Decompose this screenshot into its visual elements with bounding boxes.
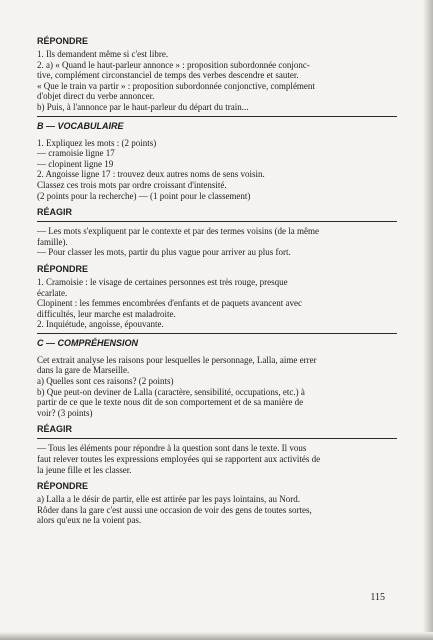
text-line: faut relever toutes les expressions employées qui se rapportent aux activités de xyxy=(37,454,321,465)
page-number: 115 xyxy=(370,592,385,603)
text-line: 2. a) « Quand le haut-parleur annonce » : proposition subordonnée conjonc- xyxy=(37,59,310,70)
text-line: alors qu'eux ne la voient pas. xyxy=(37,515,142,526)
text-line: famille). xyxy=(37,236,68,247)
text-line: 2. Angoisse ligne 17 : trouvez deux autres noms de sens voisin. xyxy=(37,169,265,180)
page-bottom-shadow xyxy=(0,632,433,640)
text-line: 1. Cramoisie : le visage de certaines personnes est très rouge, presque xyxy=(37,276,288,287)
text-line: difficultés, leur marche est maladroite. xyxy=(37,308,176,319)
section-divider xyxy=(37,438,397,439)
text-line: tive, complément circonstanciel de temps des verbes descendre et sauter. xyxy=(37,70,299,81)
heading-repondre-2: RÉPONDRE xyxy=(37,263,89,274)
text-line: d'objet direct du verbe annoncer. xyxy=(37,91,155,102)
page-content xyxy=(37,36,397,526)
text-line: Cet extrait analyse les raisons pour lesquelles le personnage, Lalla, aime errer xyxy=(37,354,317,365)
heading-reagir-1: RÉAGIR xyxy=(37,207,73,218)
text-line: voir? (3 points) xyxy=(37,407,93,418)
text-line: Classez ces trois mots par ordre croissant d'intensité. xyxy=(37,179,227,190)
text-line: partir de ce que le texte nous dit de son comportement et de sa manière de xyxy=(37,397,304,408)
text-line: « Que le train va partir » : proposition subordonnée conjonctive, complément xyxy=(37,80,315,91)
text-line: écarlate. xyxy=(37,287,68,298)
text-line: — Tous les éléments pour répondre à la question sont dans le texte. Il vous xyxy=(37,443,307,454)
text-line: — Pour classer les mots, partir du plus vague pour arriver au plus fort. xyxy=(37,247,291,258)
text-line: 2. Inquiétude, angoisse, épouvante. xyxy=(37,319,164,330)
text-line: b) Que peut-on deviner de Lalla (caractère, sensibilité, occupations, etc.) à xyxy=(37,386,305,397)
text-line: dans la gare de Marseille. xyxy=(37,365,130,376)
section-divider xyxy=(37,116,397,117)
text-line: (2 points pour la recherche) — (1 point pour le classement) xyxy=(37,190,251,201)
section-divider xyxy=(37,333,397,334)
text-line: — clopinent ligne 19 xyxy=(37,158,114,169)
text-line: a) Lalla a le désir de partir, elle est attirée par les pays lointains, au Nord. xyxy=(37,494,301,505)
text-line: 1. Expliquez les mots : (2 points) xyxy=(37,137,157,148)
text-line: a) Quelles sont ces raisons? (2 points) xyxy=(37,376,174,387)
page-edge-shadow xyxy=(423,0,433,640)
text-line: Rôder dans la gare c'est aussi une occasion de voir des gens de toutes sortes, xyxy=(37,504,312,515)
section-title-comprehension: C — COMPRÉHENSION xyxy=(37,337,139,348)
heading-reagir-2: RÉAGIR xyxy=(37,424,73,435)
text-line: — Les mots s'expliquent par le contexte et par des termes voisins (de la même xyxy=(37,226,320,237)
heading-repondre-1: RÉPONDRE xyxy=(37,36,89,46)
text-line: Clopinent : les femmes encombrées d'enfants et de paquets avancent avec xyxy=(37,298,303,309)
text-line: b) Puis, à l'annonce par le haut-parleur du départ du train... xyxy=(37,101,249,112)
section-divider xyxy=(37,221,397,222)
section-title-vocabulaire: B — VOCABULAIRE xyxy=(37,120,124,131)
text-line: la jeune fille et les classer. xyxy=(37,464,132,475)
text-line: — cramoisie ligne 17 xyxy=(37,148,115,159)
heading-repondre-3: RÉPONDRE xyxy=(37,481,89,492)
text-line: 1. Ils demandent même si c'est libre. xyxy=(37,49,169,59)
